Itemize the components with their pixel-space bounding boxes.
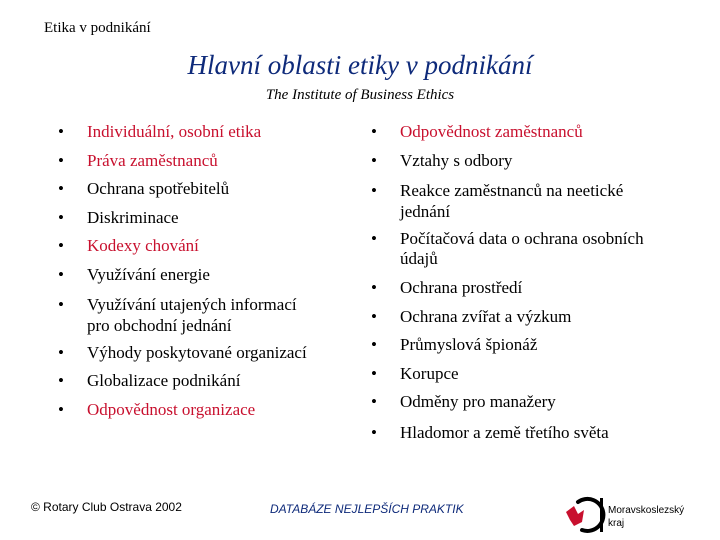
list-item: • Odpovědnost organizace: [58, 396, 318, 425]
list-item: • Využívání energie: [58, 261, 318, 290]
slide-title: Hlavní oblasti etiky v podnikání: [187, 50, 533, 80]
logo-text-line1: Moravskoslezský: [608, 505, 685, 516]
right-bullet-list: [371, 118, 671, 448]
list-item: • Počítačová data o ochrana osobních údajů: [371, 229, 671, 270]
left-bullet-list: [58, 118, 318, 425]
list-item: • Reakce zaměstnanců na neetické jednání: [371, 181, 671, 222]
list-item: • Individuální, osobní etika: [58, 118, 318, 147]
slide-header: Etika v podnikání: [44, 20, 151, 36]
footer-copyright: © Rotary Club Ostrava 2002: [31, 500, 182, 514]
list-item: • Odměny pro manažery: [371, 388, 671, 417]
list-item: • Hladomor a země třetího světa: [371, 423, 671, 444]
list-item: • Průmyslová špionáž: [371, 331, 671, 360]
list-item: • Práva zaměstnanců: [58, 147, 318, 176]
list-item: • Ochrana prostředí: [371, 274, 671, 303]
list-item: • Využívání utajených informací pro obchodní jednání: [58, 295, 318, 336]
list-item: • Globalizace podnikání: [58, 367, 318, 396]
logo-text-line2: kraj: [608, 517, 625, 529]
footer-center-text: DATABÁZE NEJLEPŠÍCH PRAKTIK: [270, 502, 464, 516]
logo-text: [608, 505, 684, 530]
list-item: • Odpovědnost zaměstnanců: [371, 118, 671, 147]
list-item: • Vztahy s odbory: [371, 147, 671, 176]
list-item: • Korupce: [371, 360, 671, 389]
list-item: • Ochrana zvířat a výzkum: [371, 303, 671, 332]
list-item: • Kodexy chování: [58, 232, 318, 261]
list-item: • Diskriminace: [58, 204, 318, 233]
list-item: • Výhody poskytované organizací: [58, 343, 318, 364]
slide-subtitle: The Institute of Business Ethics: [265, 87, 455, 103]
list-item: • Ochrana spotřebitelů: [58, 175, 318, 204]
